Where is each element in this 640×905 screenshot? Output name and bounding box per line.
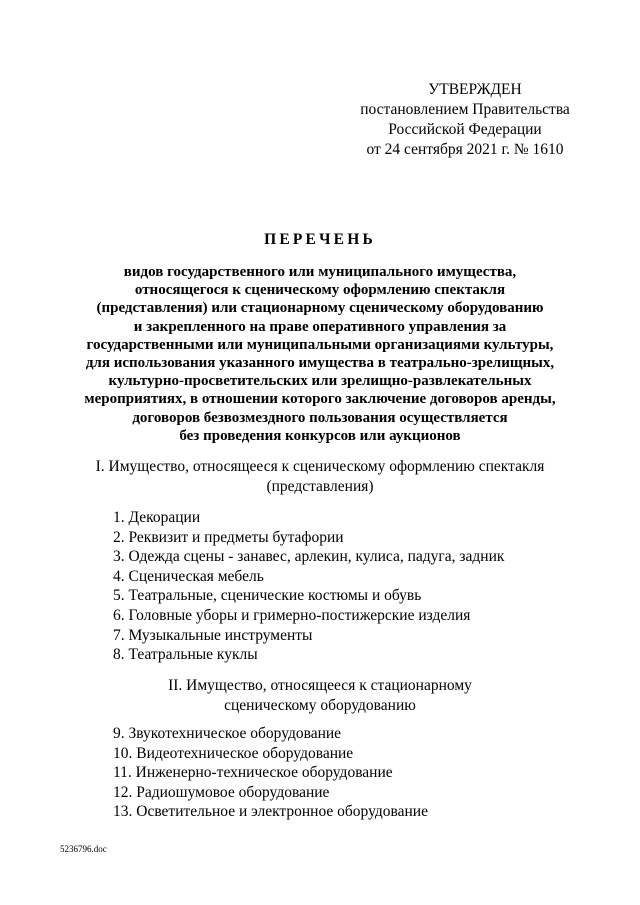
list-item: 1. Декорации [113, 509, 201, 526]
section-2-list [113, 724, 583, 822]
approval-government: Российской Федерации [388, 121, 542, 138]
section-1-heading-line: I. Имущество, относящееся к сценическому оформлению спектакля [95, 458, 545, 475]
subtitle-line: без проведения конкурсов или аукционов [179, 427, 461, 444]
subtitle-line: культурно-просветительских или зрелищно-развлекательных [108, 373, 532, 390]
section-2-heading-line: сценическому оборудованию [224, 696, 416, 714]
subtitle-line: государственными или муниципальными организациями культуры, [86, 336, 554, 353]
section-1-heading [60, 457, 580, 496]
list-item: 3. Одежда сцены - занавес, арлекин, кулиса, падуга, задник [113, 548, 505, 566]
document-subtitle [60, 263, 580, 445]
subtitle-line: договоров безвозмездного пользования осуществляется [132, 409, 508, 426]
section-2-heading [60, 676, 580, 715]
section-1-list [113, 508, 583, 665]
subtitle-line: видов государственного или муниципального имущества, [123, 264, 517, 280]
list-item: 6. Головные уборы и гримерно-постижерские изделия [113, 606, 471, 624]
list-item: 11. Инженерно-техническое оборудование [113, 764, 393, 782]
subtitle-line: мероприятиях, в отношении которого заключение договоров аренды, [84, 391, 556, 408]
approval-stamp [340, 80, 590, 160]
subtitle-line: для использования указанного имущества в театрально-зрелищных, [85, 355, 555, 372]
list-item: 8. Театральные куклы [113, 646, 258, 664]
list-item: 10. Видеотехническое оборудование [113, 744, 354, 762]
subtitle-line: относящегося к сценическому оформлению спектакля [134, 282, 506, 299]
list-item: 2. Реквизит и предметы бутафории [113, 528, 344, 546]
approval-authority: постановлением Правительства [360, 101, 570, 118]
section-2-heading-line: II. Имущество, относящееся к стационарному [168, 677, 472, 694]
list-item: 4. Сценическая мебель [113, 567, 264, 585]
document-title: ПЕРЕЧЕНЬ [264, 231, 376, 248]
subtitle-line: (представления) или стационарному сценическому оборудованию [96, 300, 544, 317]
subtitle-line: и закрепленного на праве оперативного управления за [133, 318, 507, 335]
list-item: 12. Радиошумовое оборудование [113, 783, 330, 801]
section-1-heading-line: (представления) [266, 477, 374, 495]
list-item: 9. Звукотехническое оборудование [113, 725, 342, 742]
list-item: 13. Осветительное и электронное оборудование [113, 803, 428, 821]
list-item: 7. Музыкальные инструменты [113, 626, 313, 644]
list-item: 5. Театральные, сценические костюмы и обувь [113, 587, 422, 605]
file-reference: 5236796.doc [60, 844, 107, 854]
document-title-block [60, 230, 580, 445]
approval-date-number: от 24 сентября 2021 г. № 1610 [366, 141, 564, 158]
approval-heading: УТВЕРЖДЕН [428, 81, 522, 98]
